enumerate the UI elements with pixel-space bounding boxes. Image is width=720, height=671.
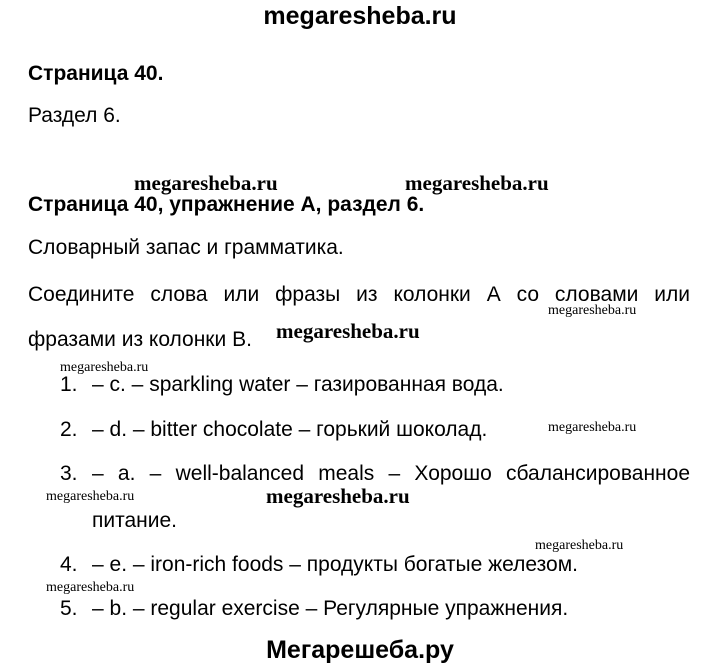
list-item bbox=[60, 553, 578, 577]
item-continuation: питание. bbox=[92, 509, 178, 532]
list-item bbox=[60, 597, 568, 621]
watermark: megaresheba.ru bbox=[46, 489, 135, 504]
exercise-heading: Страница 40, упражнение А, раздел 6. bbox=[28, 193, 425, 216]
watermark: megaresheba.ru bbox=[266, 484, 410, 508]
instruction-line-2: фразами из колонки В. bbox=[28, 328, 252, 351]
watermark: megaresheba.ru bbox=[548, 303, 637, 318]
watermark: megaresheba.ru bbox=[276, 319, 420, 343]
watermark: megaresheba.ru bbox=[548, 420, 637, 435]
watermark: megaresheba.ru bbox=[535, 538, 624, 553]
item-number: 1. bbox=[60, 373, 78, 396]
list-item bbox=[60, 462, 690, 486]
item-text: – e. – iron-rich foods – продукты богатые железом. bbox=[92, 553, 578, 576]
list-item bbox=[60, 418, 487, 442]
item-text: – c. – sparkling water – газированная вода. bbox=[92, 373, 504, 396]
topic-text: Словарный запас и грамматика. bbox=[28, 236, 344, 259]
instruction-line-1: Соедините слова или фразы из колонки А со словами или bbox=[28, 283, 690, 306]
section-label: Раздел 6. bbox=[28, 104, 121, 127]
item-text: – a. – well-balanced meals – Хорошо сбалансированное bbox=[92, 462, 690, 485]
watermark: megaresheba.ru bbox=[46, 580, 135, 595]
item-number: 3. bbox=[60, 462, 78, 485]
page-heading: Страница 40. bbox=[28, 62, 164, 85]
item-number: 5. bbox=[60, 597, 78, 620]
footer-watermark: Мегарешеба.ру bbox=[266, 636, 454, 664]
watermark: megaresheba.ru bbox=[60, 360, 149, 375]
item-text: – b. – regular exercise – Регулярные упражнения. bbox=[92, 597, 569, 620]
item-number: 2. bbox=[60, 418, 78, 441]
list-item bbox=[60, 373, 504, 397]
watermark: megaresheba.ru bbox=[405, 171, 549, 195]
watermark: megaresheba.ru bbox=[134, 171, 278, 195]
item-number: 4. bbox=[60, 553, 78, 576]
item-text: – d. – bitter chocolate – горький шоколад. bbox=[92, 418, 488, 441]
header-watermark: megaresheba.ru bbox=[263, 2, 457, 30]
